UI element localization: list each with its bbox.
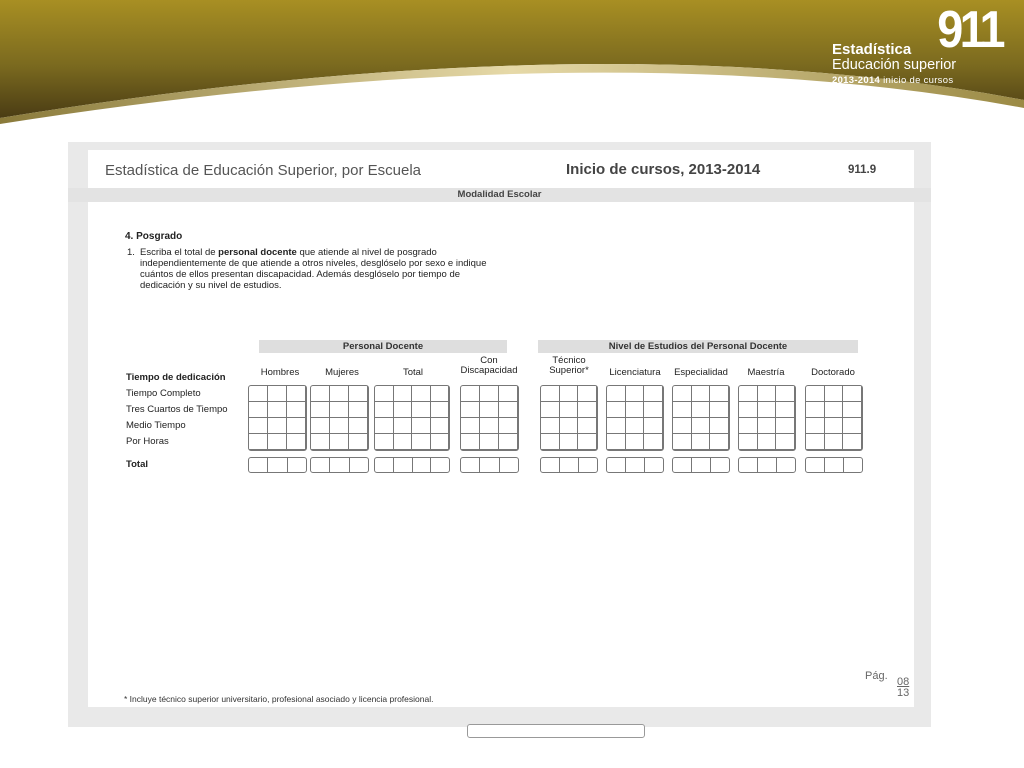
- grid-con-discapacidad[interactable]: [460, 385, 519, 451]
- input-cell[interactable]: [739, 386, 758, 402]
- input-cell[interactable]: [843, 386, 862, 402]
- grid-doctorado[interactable]: [805, 385, 863, 451]
- input-cell[interactable]: [480, 386, 499, 402]
- input-cell[interactable]: [287, 402, 306, 418]
- input-cell[interactable]: [480, 434, 499, 450]
- input-cell[interactable]: [311, 402, 330, 418]
- input-cell[interactable]: [710, 402, 729, 418]
- input-cell[interactable]: [480, 418, 499, 434]
- input-cell[interactable]: [412, 402, 431, 418]
- input-cell[interactable]: [268, 386, 287, 402]
- input-cell[interactable]: [541, 402, 560, 418]
- input-cell[interactable]: [843, 434, 862, 450]
- col-con-discapacidad: [451, 356, 527, 376]
- input-cell[interactable]: [607, 458, 626, 472]
- brand-year: 2013-2014: [832, 75, 881, 86]
- input-cell[interactable]: [739, 418, 758, 434]
- input-cell[interactable]: [844, 458, 862, 472]
- page-label: Pág.: [865, 670, 888, 682]
- input-cell[interactable]: [806, 402, 825, 418]
- input-cell[interactable]: [311, 386, 330, 402]
- input-cell[interactable]: [541, 458, 560, 472]
- input-cell[interactable]: [626, 418, 645, 434]
- input-cell[interactable]: [394, 386, 413, 402]
- total-total[interactable]: [374, 457, 450, 473]
- total-doctorado[interactable]: [805, 457, 863, 473]
- col-doctorado: Doctorado: [811, 367, 855, 378]
- page-indicator: [897, 677, 909, 699]
- brand-number: 911: [937, 1, 1002, 59]
- input-cell[interactable]: [311, 418, 330, 434]
- input-cell[interactable]: [330, 458, 349, 472]
- input-cell[interactable]: [560, 402, 579, 418]
- input-cell[interactable]: [394, 402, 413, 418]
- input-cell[interactable]: [412, 434, 431, 450]
- input-cell[interactable]: [431, 386, 450, 402]
- input-cell[interactable]: [710, 418, 729, 434]
- input-cell[interactable]: [431, 402, 450, 418]
- col-mujeres: Mujeres: [325, 367, 359, 378]
- input-cell[interactable]: [268, 418, 287, 434]
- input-cell[interactable]: [461, 434, 480, 450]
- input-cell[interactable]: [806, 434, 825, 450]
- brand-logo: [832, 1, 1002, 86]
- form-page: [68, 142, 931, 727]
- question-part2: que atiende al nivel de posgrado independientemente de que atiende a otros niveles, desglóselo por sexo e indique cuántos de ellos presentan discapacidad. Además desglóselo por tiempo de dedicación y su nivel de estudios.: [140, 247, 487, 291]
- input-cell[interactable]: [626, 458, 645, 472]
- input-cell[interactable]: [249, 386, 268, 402]
- input-cell[interactable]: [461, 418, 480, 434]
- question-number: 1.: [127, 247, 135, 258]
- question-text: [140, 247, 500, 291]
- input-cell[interactable]: [349, 386, 368, 402]
- row-tres-cuartos: Tres Cuartos de Tiempo: [126, 404, 228, 415]
- input-cell[interactable]: [249, 458, 268, 472]
- header-banner: [0, 0, 1024, 130]
- input-cell[interactable]: [431, 418, 450, 434]
- section-title: 4. Posgrado: [125, 231, 183, 242]
- input-cell[interactable]: [607, 434, 626, 450]
- input-cell[interactable]: [626, 434, 645, 450]
- input-cell[interactable]: [461, 386, 480, 402]
- input-cell[interactable]: [739, 402, 758, 418]
- col-tecnico-superior: [534, 356, 604, 376]
- row-header-tiempo: Tiempo de dedicación: [126, 372, 226, 383]
- form-title: Estadística de Educación Superior, por Escuela: [105, 162, 422, 179]
- input-cell[interactable]: [806, 386, 825, 402]
- input-cell[interactable]: [607, 418, 626, 434]
- input-cell[interactable]: [644, 434, 663, 450]
- form-code: 911.9: [848, 164, 877, 176]
- input-cell[interactable]: [499, 402, 518, 418]
- input-cell[interactable]: [710, 434, 729, 450]
- row-total: Total: [126, 459, 148, 470]
- input-cell[interactable]: [711, 458, 729, 472]
- modality-label: Modalidad Escolar: [457, 189, 542, 200]
- input-cell[interactable]: [375, 402, 394, 418]
- input-cell[interactable]: [825, 418, 844, 434]
- col-total: Total: [402, 367, 424, 378]
- input-cell[interactable]: [330, 418, 349, 434]
- input-cell[interactable]: [626, 402, 645, 418]
- row-tiempo-completo: Tiempo Completo: [126, 388, 201, 399]
- input-cell[interactable]: [806, 418, 825, 434]
- input-cell[interactable]: [825, 434, 844, 450]
- total-mujeres[interactable]: [310, 457, 369, 473]
- grid-especialidad[interactable]: [672, 385, 730, 451]
- grid-maestria[interactable]: [738, 385, 796, 451]
- input-cell[interactable]: [394, 418, 413, 434]
- col-especialidad: Especialidad: [674, 367, 728, 378]
- input-cell[interactable]: [644, 386, 663, 402]
- input-cell[interactable]: [806, 458, 825, 472]
- col-licenciatura: Licenciatura: [609, 367, 661, 378]
- input-cell[interactable]: [560, 418, 579, 434]
- input-cell[interactable]: [480, 458, 499, 472]
- form-cycle: Inicio de cursos, 2013-2014: [566, 161, 761, 178]
- input-cell[interactable]: [626, 386, 645, 402]
- input-cell[interactable]: [692, 402, 711, 418]
- input-cell[interactable]: [499, 386, 518, 402]
- input-cell[interactable]: [758, 402, 777, 418]
- total-maestria[interactable]: [738, 457, 796, 473]
- input-cell[interactable]: [776, 386, 795, 402]
- input-cell[interactable]: [499, 418, 518, 434]
- input-cell[interactable]: [268, 458, 287, 472]
- col-con-l2: Discapacidad: [460, 365, 518, 376]
- input-cell[interactable]: [461, 402, 480, 418]
- input-cell[interactable]: [461, 458, 480, 472]
- input-cell[interactable]: [350, 458, 368, 472]
- question-bold: personal docente: [218, 247, 297, 258]
- input-cell[interactable]: [673, 434, 692, 450]
- input-cell[interactable]: [607, 386, 626, 402]
- input-cell[interactable]: [645, 458, 663, 472]
- brand-line1: Estadística: [832, 41, 912, 58]
- col-con-l1: Con: [480, 355, 498, 366]
- input-cell[interactable]: [644, 418, 663, 434]
- col-maestria: Maestría: [747, 367, 785, 378]
- grid-hombres[interactable]: [248, 385, 307, 451]
- footnote: * Incluye técnico superior universitario, profesional asociado y licencia profesional.: [124, 694, 434, 704]
- input-cell[interactable]: [287, 434, 306, 450]
- input-cell[interactable]: [739, 458, 758, 472]
- input-cell[interactable]: [560, 434, 579, 450]
- input-cell[interactable]: [375, 458, 394, 472]
- col-hombres: Hombres: [260, 367, 300, 378]
- total-con-discapacidad[interactable]: [460, 457, 519, 473]
- group-personal-docente: Personal Docente: [259, 340, 507, 353]
- total-especialidad[interactable]: [672, 457, 730, 473]
- input-cell[interactable]: [578, 418, 597, 434]
- input-cell[interactable]: [578, 402, 597, 418]
- row-medio-tiempo: Medio Tiempo: [126, 420, 186, 431]
- input-cell[interactable]: [560, 386, 579, 402]
- input-cell[interactable]: [578, 434, 597, 450]
- input-cell[interactable]: [394, 458, 413, 472]
- input-cell[interactable]: [843, 418, 862, 434]
- input-cell[interactable]: [579, 458, 597, 472]
- input-cell[interactable]: [412, 418, 431, 434]
- input-cell[interactable]: [330, 434, 349, 450]
- input-cell[interactable]: [288, 458, 306, 472]
- input-cell[interactable]: [758, 434, 777, 450]
- input-cell[interactable]: [825, 458, 844, 472]
- input-cell[interactable]: [268, 402, 287, 418]
- page-total: 13: [897, 687, 910, 699]
- brand-line2: Educación superior: [832, 57, 957, 73]
- form-header: [88, 150, 914, 189]
- input-cell[interactable]: [413, 458, 432, 472]
- input-cell[interactable]: [541, 386, 560, 402]
- input-cell[interactable]: [431, 458, 449, 472]
- brand-line3: [832, 75, 953, 86]
- input-cell[interactable]: [541, 434, 560, 450]
- input-cell[interactable]: [375, 386, 394, 402]
- input-cell[interactable]: [758, 418, 777, 434]
- grid-tecnico-superior[interactable]: [540, 385, 598, 451]
- question-part1: Escriba el total de: [140, 247, 219, 258]
- input-cell[interactable]: [843, 402, 862, 418]
- input-cell[interactable]: [500, 458, 518, 472]
- input-cell[interactable]: [673, 418, 692, 434]
- input-cell[interactable]: [692, 386, 711, 402]
- form-sheet: [88, 150, 914, 707]
- input-cell[interactable]: [412, 386, 431, 402]
- input-cell[interactable]: [692, 434, 711, 450]
- modality-bar: [68, 188, 931, 202]
- col-tec-l1: Técnico: [552, 355, 586, 366]
- input-cell[interactable]: [249, 434, 268, 450]
- input-cell[interactable]: [739, 434, 758, 450]
- input-cell[interactable]: [311, 458, 330, 472]
- input-cell[interactable]: [480, 402, 499, 418]
- input-cell[interactable]: [431, 434, 450, 450]
- input-cell[interactable]: [673, 386, 692, 402]
- page-current: 08: [897, 676, 910, 688]
- input-cell[interactable]: [268, 434, 287, 450]
- input-cell[interactable]: [560, 458, 579, 472]
- input-cell[interactable]: [776, 434, 795, 450]
- input-cell[interactable]: [758, 386, 777, 402]
- input-cell[interactable]: [607, 402, 626, 418]
- input-cell[interactable]: [349, 434, 368, 450]
- input-cell[interactable]: [375, 434, 394, 450]
- total-hombres[interactable]: [248, 457, 307, 473]
- input-cell[interactable]: [249, 402, 268, 418]
- input-cell[interactable]: [541, 418, 560, 434]
- bottom-button[interactable]: [467, 724, 645, 738]
- input-cell[interactable]: [776, 402, 795, 418]
- input-cell[interactable]: [710, 386, 729, 402]
- total-tecnico-superior[interactable]: [540, 457, 598, 473]
- input-cell[interactable]: [249, 418, 268, 434]
- brand-line3-rest: inicio de cursos: [883, 75, 954, 86]
- input-cell[interactable]: [499, 434, 518, 450]
- group-nivel-estudios: Nivel de Estudios del Personal Docente: [538, 340, 858, 353]
- input-cell[interactable]: [578, 386, 597, 402]
- input-cell[interactable]: [330, 402, 349, 418]
- input-cell[interactable]: [349, 402, 368, 418]
- input-cell[interactable]: [644, 402, 663, 418]
- input-cell[interactable]: [673, 402, 692, 418]
- input-cell[interactable]: [777, 458, 795, 472]
- grid-total[interactable]: [374, 385, 450, 451]
- input-cell[interactable]: [825, 386, 844, 402]
- input-cell[interactable]: [758, 458, 777, 472]
- input-cell[interactable]: [692, 458, 711, 472]
- grid-licenciatura[interactable]: [606, 385, 664, 451]
- input-cell[interactable]: [673, 458, 692, 472]
- input-cell[interactable]: [311, 434, 330, 450]
- input-cell[interactable]: [349, 418, 368, 434]
- input-cell[interactable]: [825, 402, 844, 418]
- grid-mujeres[interactable]: [310, 385, 369, 451]
- input-cell[interactable]: [692, 418, 711, 434]
- col-tec-l2: Superior*: [549, 365, 589, 376]
- input-cell[interactable]: [287, 386, 306, 402]
- input-cell[interactable]: [394, 434, 413, 450]
- input-cell[interactable]: [330, 386, 349, 402]
- input-cell[interactable]: [776, 418, 795, 434]
- input-cell[interactable]: [375, 418, 394, 434]
- input-cell[interactable]: [287, 418, 306, 434]
- total-licenciatura[interactable]: [606, 457, 664, 473]
- row-por-horas: Por Horas: [126, 436, 169, 447]
